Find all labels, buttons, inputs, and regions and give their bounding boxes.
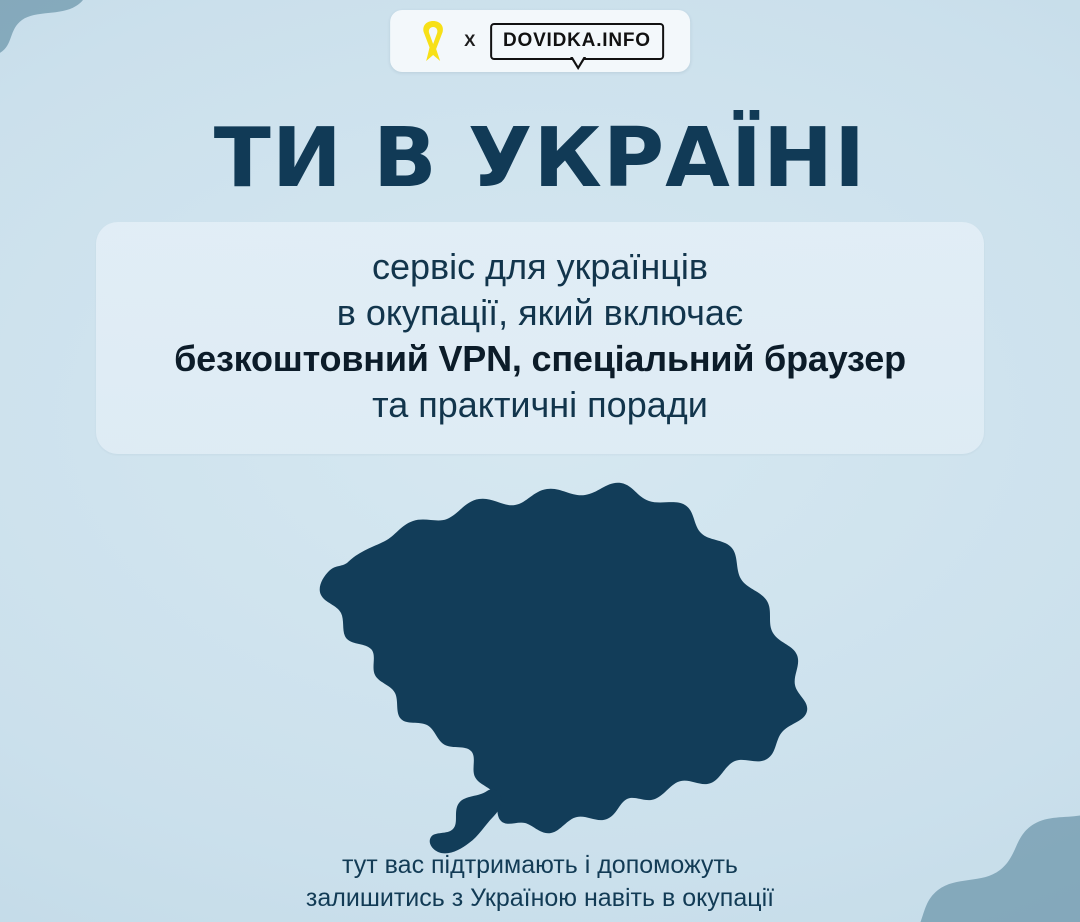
ukraine-map-silhouette-icon <box>255 455 835 855</box>
dovidka-logo[interactable] <box>490 23 664 60</box>
subtitle-line-3-highlight: безкоштовний VPN, спеціальний браузер <box>174 338 906 380</box>
page-title: ТИ В УКРАЇНІ <box>213 111 867 206</box>
badge-separator: X <box>464 31 476 50</box>
dovidka-logo-text: DOVIDKA.INFO <box>502 29 651 51</box>
footer-line-2: залишитись з Україною навіть в окупації <box>305 884 775 913</box>
subtitle-line-1: сервіс для українців <box>371 246 709 287</box>
yellow-ribbon-icon <box>416 19 450 63</box>
subtitle-card <box>96 222 984 454</box>
ukraine-map <box>255 455 835 855</box>
subtitle-line-2: в окупації, який включає <box>336 292 744 334</box>
brand-badge <box>390 10 690 72</box>
subtitle-line-4: та практичні поради <box>372 384 708 426</box>
footer-text <box>0 849 1080 917</box>
footer-line-1: тут вас підтримають і допоможуть <box>342 850 738 879</box>
